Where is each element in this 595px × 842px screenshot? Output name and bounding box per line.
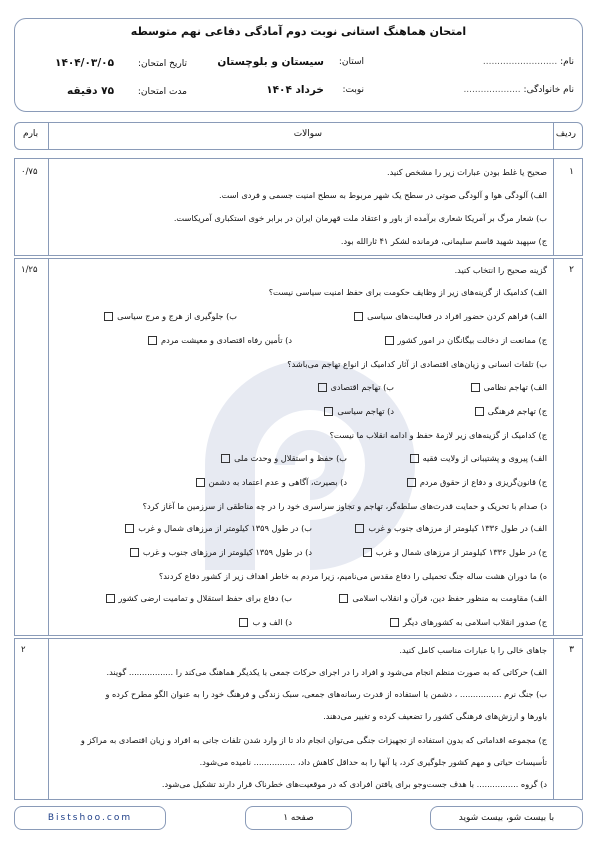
checkbox[interactable] (385, 336, 394, 345)
q1-line: ج) سپهبد شهید قاسم سلیمانی، فرمانده لشکر ۴۱ ثارالله بود. (340, 236, 547, 246)
exam-header (14, 18, 583, 112)
q2b-option[interactable]: ج) تهاجم فرهنگی (475, 406, 547, 416)
duration-label: مدت امتحان: (137, 87, 187, 97)
q2e-option[interactable]: ب) دفاع برای حفظ استقلال و تمامیت ارضی کشور (106, 593, 292, 603)
duration-value: ۷۵ دقیقه (67, 85, 114, 97)
province-field: استان: (338, 57, 364, 67)
date-label: تاریخ امتحان: (138, 59, 187, 69)
question-number: ۳ (569, 645, 574, 655)
q2a-option[interactable]: الف) فراهم کردن حضور افراد در فعالیت‌های سیاسی (354, 311, 547, 321)
q2e-option[interactable]: الف) مقاومت به منظور حفظ دین، قرآن و انقلاب اسلامی (339, 593, 547, 603)
q1-line: صحیح یا غلط بودن عبارات زیر را مشخص کنید. (386, 167, 547, 177)
q2b-option[interactable]: الف) تهاجم نظامی (471, 382, 547, 392)
province-value: سیستان و بلوچستان (217, 56, 324, 68)
name-field: نام: .......................... (482, 57, 574, 67)
q2a-question: الف) کدامیک از گزینه‌های زیر از وظایف حکومت برای حفظ امنیت سیاسی نیست؟ (268, 287, 547, 297)
question-number: ۱ (569, 167, 574, 177)
q2d-question: د) صدام با تحریک و حمایت قدرت‌های سلطه‌گر، تهاجم و تجاوز سراسری خود را در چه مناطقی از سرزمین ما آغاز کرد؟ (142, 501, 547, 511)
session-value: خرداد ۱۴۰۴ (266, 84, 324, 96)
question-score: ۰/۷۵ (21, 167, 38, 177)
q2c-option[interactable]: د) بصیرت، آگاهی و عدم اعتماد به دشمن (196, 477, 347, 487)
checkbox[interactable] (104, 312, 113, 321)
checkbox[interactable] (239, 618, 248, 627)
q2b-option[interactable]: د) تهاجم سیاسی (324, 406, 394, 416)
q3-line: تأسیسات حیاتی و مهم کشور جلوگیری کرد، یا آنها را به حداقل کاهش داد، ................ نامیده می‌شود. (199, 757, 547, 767)
q2b-option[interactable]: ب) تهاجم اقتصادی (318, 382, 394, 392)
q2e-question: ه) ما دوران هشت ساله جنگ تحمیلی را دفاع مقدس می‌نامیم، زیرا مردم به خاطر اهداف زیر از کشور دفاع کردند؟ (158, 571, 547, 581)
q2d-option[interactable]: ج) در طول ۱۳۳۶ کیلومتر از مرزهای شمال و غرب (363, 547, 547, 557)
q2d-option[interactable]: الف) در طول ۱۳۳۶ کیلومتر از مرزهای جنوب و غرب (355, 523, 547, 533)
checkbox[interactable] (125, 524, 134, 533)
column-header (14, 122, 583, 150)
question-1 (14, 158, 583, 256)
q2d-option[interactable]: ب) در طول ۱۳۵۹ کیلومتر از مرزهای شمال و غرب (125, 523, 312, 533)
q3-line: جاهای خالی را با عبارات مناسب کامل کنید. (399, 645, 547, 655)
exam-title: امتحان هماهنگ استانی نوبت دوم آمادگی دفاعی نهم متوسطه (130, 25, 467, 38)
q1-line: ب) شعار مرگ بر آمریکا شعاری برآمده از باور و اعتقاد ملت قهرمان ایران در برابر خوی استکباری آمریکاست. (173, 213, 547, 223)
q2a-option[interactable]: د) تأمین رفاه اقتصادی و معیشت مردم (148, 335, 292, 345)
q2b-question: ب) تلفات انسانی و زیان‌های اقتصادی از آثار کدامیک از انواع تهاجم می‌باشد؟ (287, 359, 547, 369)
q2c-option[interactable]: ج) قانون‌گریزی و دفاع از حقوق مردم (407, 477, 547, 487)
q3-line: باورها و ارزش‌های فرهنگی کشور را تضعیف کرده و تغییر می‌دهند. (323, 711, 547, 721)
question-3 (14, 638, 583, 800)
checkbox[interactable] (407, 478, 416, 487)
col-score: بارم (23, 129, 39, 139)
date-value: ۱۴۰۴/۰۳/۰۵ (55, 57, 114, 69)
checkbox[interactable] (363, 548, 372, 557)
checkbox[interactable] (355, 524, 364, 533)
q2-intro: گزینه صحیح را انتخاب کنید. (454, 265, 547, 275)
checkbox[interactable] (339, 594, 348, 603)
q2c-option[interactable]: الف) پیروی و پشتیبانی از ولایت فقیه (410, 453, 547, 463)
footer-slogan: با بیست شو، بیست شوید (430, 806, 583, 830)
checkbox[interactable] (196, 478, 205, 487)
checkbox[interactable] (390, 618, 399, 627)
q3-line: ب) جنگ نرم ................ ، دشمن با استفاده از قدرت رسانه‌های جمعی، سبک زندگی و فرهنگ خود را به عنوان الگو مطرح کرده و (105, 689, 547, 699)
col-row: ردیف (555, 129, 576, 139)
q2c-question: ج) کدامیک از گزینه‌های زیر لازمهٔ حفظ و ادامه انقلاب ما نیست؟ (329, 430, 547, 440)
checkbox[interactable] (475, 407, 484, 416)
checkbox[interactable] (106, 594, 115, 603)
col-questions: سوالات (293, 129, 322, 139)
q2a-option[interactable]: ج) ممانعت از دخالت بیگانگان در امور کشور (385, 335, 547, 345)
question-number: ۲ (569, 265, 574, 275)
checkbox[interactable] (318, 383, 327, 392)
question-score: ۲ (21, 645, 26, 655)
checkbox[interactable] (324, 407, 333, 416)
q3-line: د) گروه ................ با هدف جست‌وجو برای یافتن افرادی که در موقعیت‌های خطرناک قرار دارند تشکیل می‌شود. (161, 779, 547, 789)
footer-site: Bistshoo.com (14, 806, 166, 830)
q2e-option[interactable]: ج) صدور انقلاب اسلامی به کشورهای دیگر (390, 617, 547, 627)
checkbox[interactable] (221, 454, 230, 463)
checkbox[interactable] (471, 383, 480, 392)
q2c-option[interactable]: ب) حفظ و استقلال و وحدت ملی (221, 453, 347, 463)
checkbox[interactable] (130, 548, 139, 557)
q3-line: ج) مجموعه اقداماتی که بدون استفاده از تجهیزات جنگی می‌توان انجام داد تا از وارد شدن تلفات جانی به افراد و زیان اقتصادی به مراکز و (80, 735, 547, 745)
q2d-option[interactable]: د) در طول ۱۳۵۹ کیلومتر از مرزهای جنوب و غرب (130, 547, 312, 557)
family-field: نام خانوادگی: .................... (463, 85, 574, 95)
question-2 (14, 258, 583, 636)
question-score: ۱/۲۵ (21, 265, 38, 275)
q2a-option[interactable]: ب) جلوگیری از هرج و مرج سیاسی (104, 311, 237, 321)
q2e-option[interactable]: د) الف و ب (239, 617, 292, 627)
session-field: نوبت: (342, 85, 364, 95)
checkbox[interactable] (354, 312, 363, 321)
checkbox[interactable] (410, 454, 419, 463)
q3-line: الف) حرکاتی که به صورت منظم انجام می‌شود و افراد را در اجرای حرکات جمعی با یکدیگر هماهنگ می‌کند را ................. گویند. (106, 667, 547, 677)
q1-line: الف) آلودگی هوا و آلودگی صوتی در سطح یک شهر مربوط به سطح امنیت جسمی و فردی است. (219, 190, 547, 200)
checkbox[interactable] (148, 336, 157, 345)
footer-page: صفحه ۱ (245, 806, 352, 830)
